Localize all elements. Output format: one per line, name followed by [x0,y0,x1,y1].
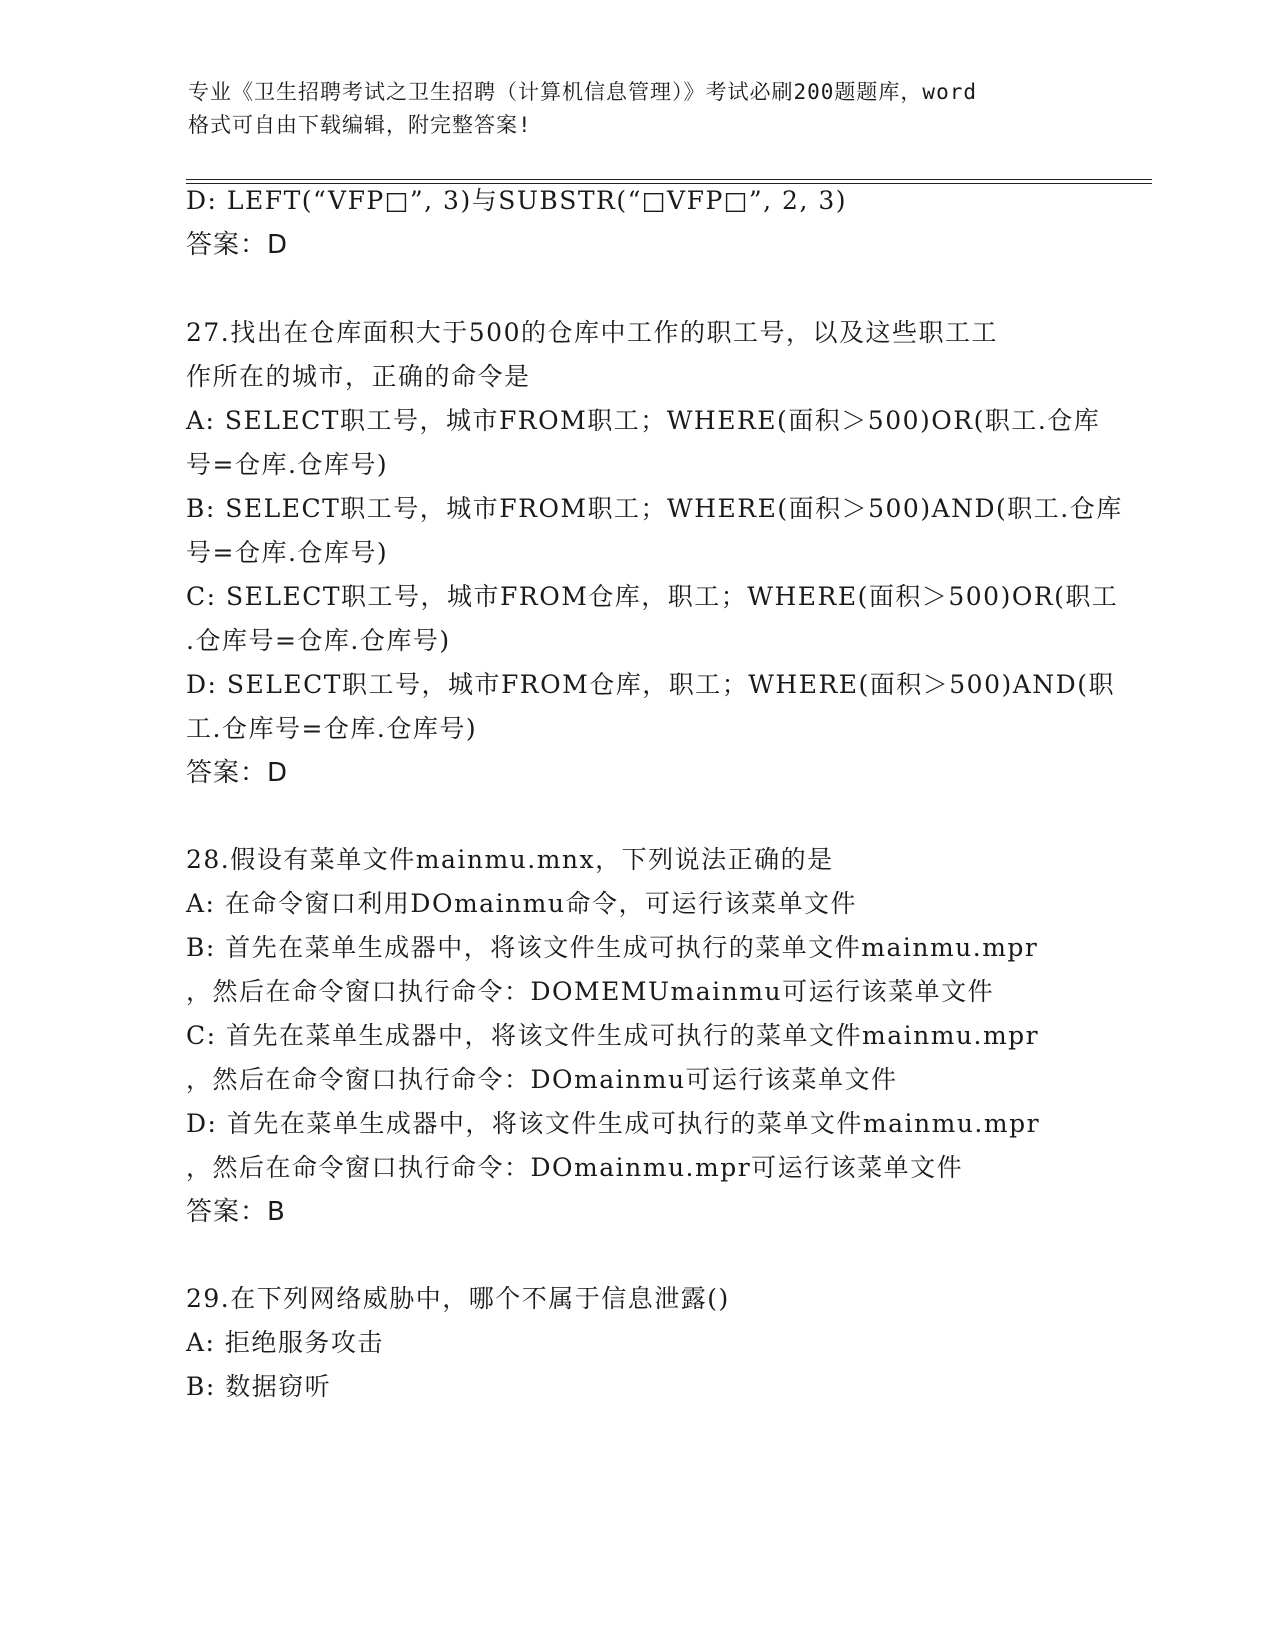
option-d-q28-cont: ，然后在命令窗口执行命令：DOmainmu.mpr可运行该菜单文件 [186,1153,964,1182]
option-d-q28: D: 首先在菜单生成器中，将该文件生成可执行的菜单文件mainmu.mpr [186,1109,1041,1138]
option-a-q28: A: 在命令窗口利用DOmainmu命令，可运行该菜单文件 [186,889,857,918]
option-b-q28: B: 首先在菜单生成器中，将该文件生成可执行的菜单文件mainmu.mpr [186,933,1039,962]
document-header [188,76,1088,142]
option-a-q27-cont: 号=仓库.仓库号) [186,450,389,479]
option-d-q26: D: LEFT(“VFP□”, 3)与SUBSTR(“□VFP□”, 2, 3) [186,186,848,215]
option-c-q28-cont: ，然后在命令窗口执行命令：DOmainmu可运行该菜单文件 [186,1065,898,1094]
answer-q28: 答案：B [186,1197,286,1227]
question-28-stem: 28.假设有菜单文件mainmu.mnx，下列说法正确的是 [186,845,834,874]
header-divider [186,179,1152,184]
header-title-line-1: 专业《卫生招聘考试之卫生招聘（计算机信息管理）》考试必刷200题题库，word [188,80,977,104]
option-b-q28-cont: ，然后在命令窗口执行命令：DOMEMUmainmu可运行该菜单文件 [186,977,995,1006]
option-c-q28: C: 首先在菜单生成器中，将该文件生成可执行的菜单文件mainmu.mpr [186,1021,1040,1050]
header-title-line-2: 格式可自由下载编辑，附完整答案! [188,113,532,137]
question-29-stem: 29.在下列网络威胁中，哪个不属于信息泄露() [186,1284,730,1313]
option-a-q27: A: SELECT职工号，城市FROM职工；WHERE(面积＞500)OR(职工.仓库 [186,406,1101,435]
option-c-q27-cont: .仓库号=仓库.仓库号) [186,626,451,655]
option-b-q27: B: SELECT职工号，城市FROM职工；WHERE(面积＞500)AND(职工.仓库 [186,494,1123,523]
option-d-q27: D: SELECT职工号，城市FROM仓库，职工；WHERE(面积＞500)AND(职 [186,670,1115,699]
answer-q26: 答案：D [186,230,289,260]
question-27-stem-cont: 作所在的城市，正确的命令是 [186,362,531,391]
option-c-q27: C: SELECT职工号，城市FROM仓库，职工；WHERE(面积＞500)OR(职工 [186,582,1119,611]
option-a-q29: A: 拒绝服务攻击 [186,1328,384,1357]
option-b-q29: B: 数据窃听 [186,1372,332,1401]
answer-q27: 答案：D [186,758,289,788]
option-b-q27-cont: 号=仓库.仓库号) [186,538,389,567]
question-27-stem: 27.找出在仓库面积大于500的仓库中工作的职工号，以及这些职工工 [186,318,998,347]
option-d-q27-cont: 工.仓库号=仓库.仓库号) [186,714,478,743]
